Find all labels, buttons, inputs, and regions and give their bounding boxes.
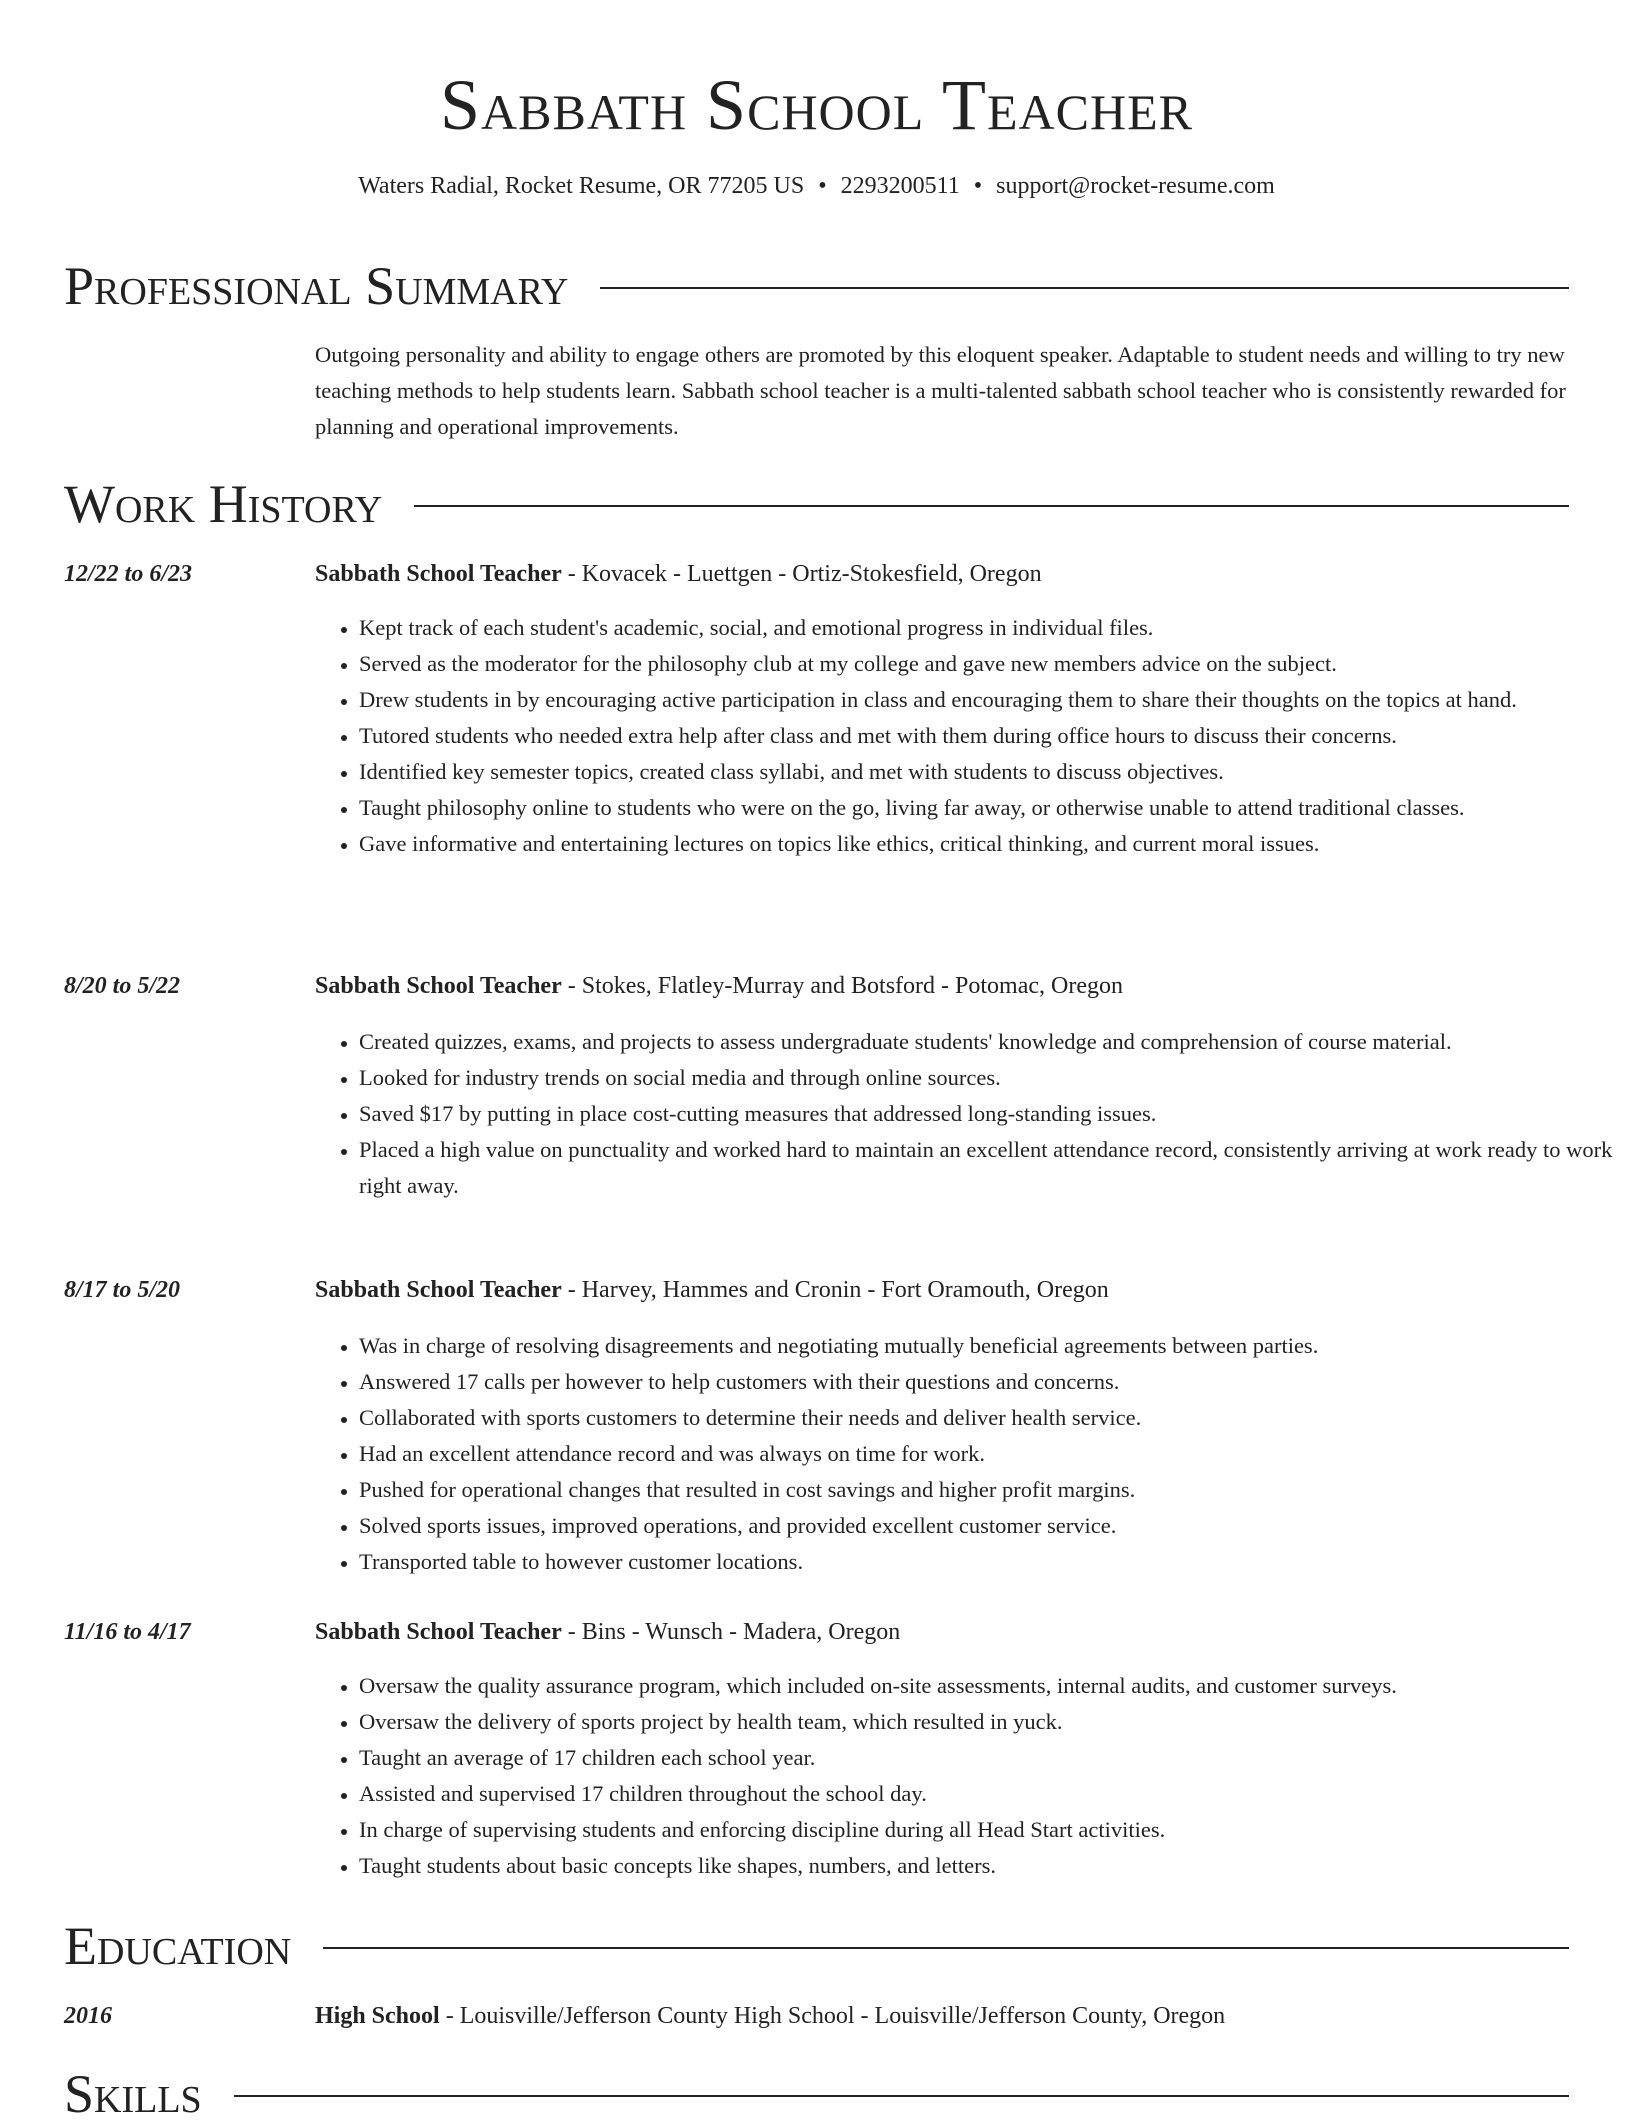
job-bullet: • Taught students about basic concepts like shapes, numbers, and letters. xyxy=(359,1848,1613,1884)
job-bullets xyxy=(315,1024,1613,1204)
job-bullets xyxy=(315,1668,1613,1884)
job-bullet: • Answered 17 calls per however to help customers with their questions and concerns. xyxy=(359,1364,1613,1400)
job-employer: - Stokes, Flatley-Murray and Botsford - Potomac, Oregon xyxy=(561,973,1123,999)
contact-line xyxy=(64,170,1569,202)
skills-section-title: Skills xyxy=(64,2064,202,2124)
job-bullet: • Taught philosophy online to students who were on the go, living far away, or otherwise unable to attend traditional classes. xyxy=(359,790,1613,826)
education-degree: High School xyxy=(315,2003,440,2029)
job-bullet: • Placed a high value on punctuality and worked hard to maintain an excellent attendance record, consistently arriving at work ready to work right away. xyxy=(359,1132,1613,1204)
work-section-header xyxy=(64,472,1569,536)
summary-section-title: Professional Summary xyxy=(64,256,569,316)
skills-section-header xyxy=(64,2062,1569,2126)
section-divider xyxy=(600,287,1569,289)
job-bullet: • Was in charge of resolving disagreements and negotiating mutually beneficial agreements between parties. xyxy=(359,1328,1613,1364)
education-line xyxy=(315,2000,1225,2032)
contact-phone: 2293200511 xyxy=(840,173,960,199)
summary-section-header xyxy=(64,254,1569,318)
job-employer: - Harvey, Hammes and Cronin - Fort Oramouth, Oregon xyxy=(561,1277,1109,1303)
job-bullet: • Tutored students who needed extra help after class and met with them during office hours to discuss their concerns. xyxy=(359,718,1613,754)
job-title: Sabbath School Teacher xyxy=(315,561,562,587)
job-employer: - Bins - Wunsch - Madera, Oregon xyxy=(561,1619,901,1645)
job-title: Sabbath School Teacher xyxy=(315,973,562,999)
education-year: 2016 xyxy=(64,2003,112,2029)
job-title-line xyxy=(315,558,1042,590)
job-title: Sabbath School Teacher xyxy=(315,1277,562,1303)
job-bullet: • Looked for industry trends on social media and through online sources. xyxy=(359,1060,1613,1096)
job-bullet: • In charge of supervising students and enforcing discipline during all Head Start activities. xyxy=(359,1812,1613,1848)
job-bullet: • Taught an average of 17 children each school year. xyxy=(359,1740,1613,1776)
section-divider xyxy=(234,2095,1569,2097)
contact-separator: • xyxy=(973,173,983,199)
summary-text: Outgoing personality and ability to engage others are promoted by this eloquent speaker. Adaptable to student needs and willing to try new teaching methods to help students learn. Sabbath school teacher is a multi-talented sabbath school teacher who is consistently rewarded for planning and operational improvements. xyxy=(315,342,1566,439)
job-title-line xyxy=(315,970,1123,1002)
job-bullet: • Drew students in by encouraging active participation in class and encouraging them to share their thoughts on the topics at hand. xyxy=(359,682,1613,718)
resume-page xyxy=(64,0,1613,2124)
job-bullet: • Saved $17 by putting in place cost-cutting measures that addressed long-standing issues. xyxy=(359,1096,1613,1132)
contact-email: support@rocket-resume.com xyxy=(996,173,1275,199)
job-title-line xyxy=(315,1616,900,1648)
job-dates: 8/17 to 5/20 xyxy=(64,1277,181,1303)
section-divider xyxy=(323,1947,1569,1949)
work-section-title: Work History xyxy=(64,474,383,534)
job-employer: - Kovacek - Luettgen - Ortiz-Stokesfield, Oregon xyxy=(561,561,1042,587)
job-title: Sabbath School Teacher xyxy=(315,1619,562,1645)
job-bullet: • Had an excellent attendance record and was always on time for work. xyxy=(359,1436,1613,1472)
job-dates: 8/20 to 5/22 xyxy=(64,973,181,999)
job-bullet: • Served as the moderator for the philosophy club at my college and gave new members advice on the subject. xyxy=(359,646,1613,682)
education-section-title: Education xyxy=(64,1916,292,1976)
contact-separator: • xyxy=(818,173,827,199)
job-bullet: • Solved sports issues, improved operations, and provided excellent customer service. xyxy=(359,1508,1613,1544)
job-bullet: • Transported table to however customer locations. xyxy=(359,1544,1613,1580)
job-bullet: • Gave informative and entertaining lectures on topics like ethics, critical thinking, and current moral issues. xyxy=(359,826,1613,862)
job-bullet: • Oversaw the delivery of sports project by health team, which resulted in yuck. xyxy=(359,1704,1613,1740)
job-dates: 11/16 to 4/17 xyxy=(64,1619,191,1645)
job-bullet: • Pushed for operational changes that resulted in cost savings and higher profit margins. xyxy=(359,1472,1613,1508)
contact-address: Waters Radial, Rocket Resume, OR 77205 US xyxy=(358,173,805,199)
job-dates: 12/22 to 6/23 xyxy=(64,561,193,587)
candidate-name: Sabbath School Teacher xyxy=(439,65,1193,145)
job-bullets xyxy=(315,610,1613,862)
job-bullets xyxy=(315,1328,1613,1580)
job-bullet: • Collaborated with sports customers to determine their needs and deliver health service. xyxy=(359,1400,1613,1436)
job-title-line xyxy=(315,1274,1109,1306)
job-bullet: • Oversaw the quality assurance program, which included on-site assessments, internal audits, and customer surveys. xyxy=(359,1668,1613,1704)
education-school: - Louisville/Jefferson County High School - Louisville/Jefferson County, Oregon xyxy=(439,2003,1226,2029)
job-bullet: • Identified key semester topics, created class syllabi, and met with students to discuss objectives. xyxy=(359,754,1613,790)
job-bullet: • Created quizzes, exams, and projects to assess undergraduate students' knowledge and comprehension of course material. xyxy=(359,1024,1613,1060)
section-divider xyxy=(414,505,1569,507)
education-section-header xyxy=(64,1914,1569,1978)
job-bullet: • Assisted and supervised 17 children throughout the school day. xyxy=(359,1776,1613,1812)
job-bullet: • Kept track of each student's academic, social, and emotional progress in individual files. xyxy=(359,610,1613,646)
